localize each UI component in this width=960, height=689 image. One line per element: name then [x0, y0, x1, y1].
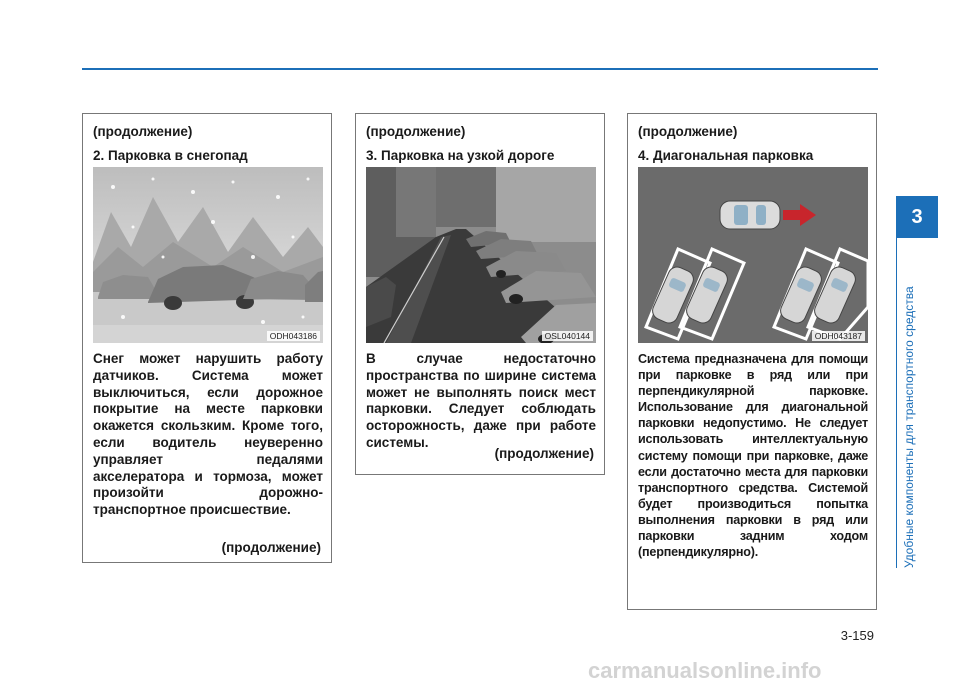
chapter-divider — [896, 238, 897, 568]
top-rule — [82, 68, 878, 70]
section-heading: 2. Парковка в снегопад — [93, 148, 248, 163]
continued-label: (продолжение) — [638, 124, 738, 139]
watermark: carmanualsonline.info — [588, 658, 822, 683]
section-body: Снег может нарушить работу датчиков. Система может выключиться, если дорожное покрытие на месте парковки окажется скользким. Кроме того, если водитель неуверенно управляет педалями акселератора и тормоза, может произойти дорожно-транспортное происшествие. — [93, 351, 323, 518]
section-diagonal-parking — [627, 113, 877, 610]
section-body: В случае недостаточно пространства по ширине система может не выполнять поиск мест парковки. Следует соблюдать осторожность, даже при работе системы. — [366, 351, 596, 450]
chapter-title: Удобные компоненты для транспортного средства — [902, 286, 916, 568]
image-code: ODH043187 — [812, 331, 865, 341]
continued-label: (продолжение) — [366, 124, 466, 139]
page-number: 3-159 — [840, 628, 874, 643]
chapter-tab: 3 — [896, 196, 938, 238]
image-code: ODH043186 — [267, 331, 320, 341]
section-body: Система предназначена для помощи при парковке в ряд или при перпендикулярной парковке. Использование для диагональной парковки недопустимо. Не следует использовать интеллектуальную систему помощи при парковке, даже если достаточно места для парковки транспортного средства. Системой будет производиться попытка выполнения парковки в ряд или парковки задним ходом (перпендикулярно). — [638, 352, 868, 560]
section-heading: 4. Диагональная парковка — [638, 148, 814, 163]
continued-label: (продолжение) — [93, 124, 193, 139]
section-snow-parking — [82, 113, 332, 563]
continued-footer: (продолжение) — [494, 446, 594, 461]
narrow-road-illustration — [366, 167, 596, 343]
diagonal-parking-illustration — [638, 167, 868, 343]
section-narrow-road — [355, 113, 605, 475]
continued-footer: (продолжение) — [221, 540, 321, 555]
section-heading: 3. Парковка на узкой дороге — [366, 148, 555, 163]
image-code: OSL040144 — [542, 331, 593, 341]
snow-parking-illustration — [93, 167, 323, 343]
